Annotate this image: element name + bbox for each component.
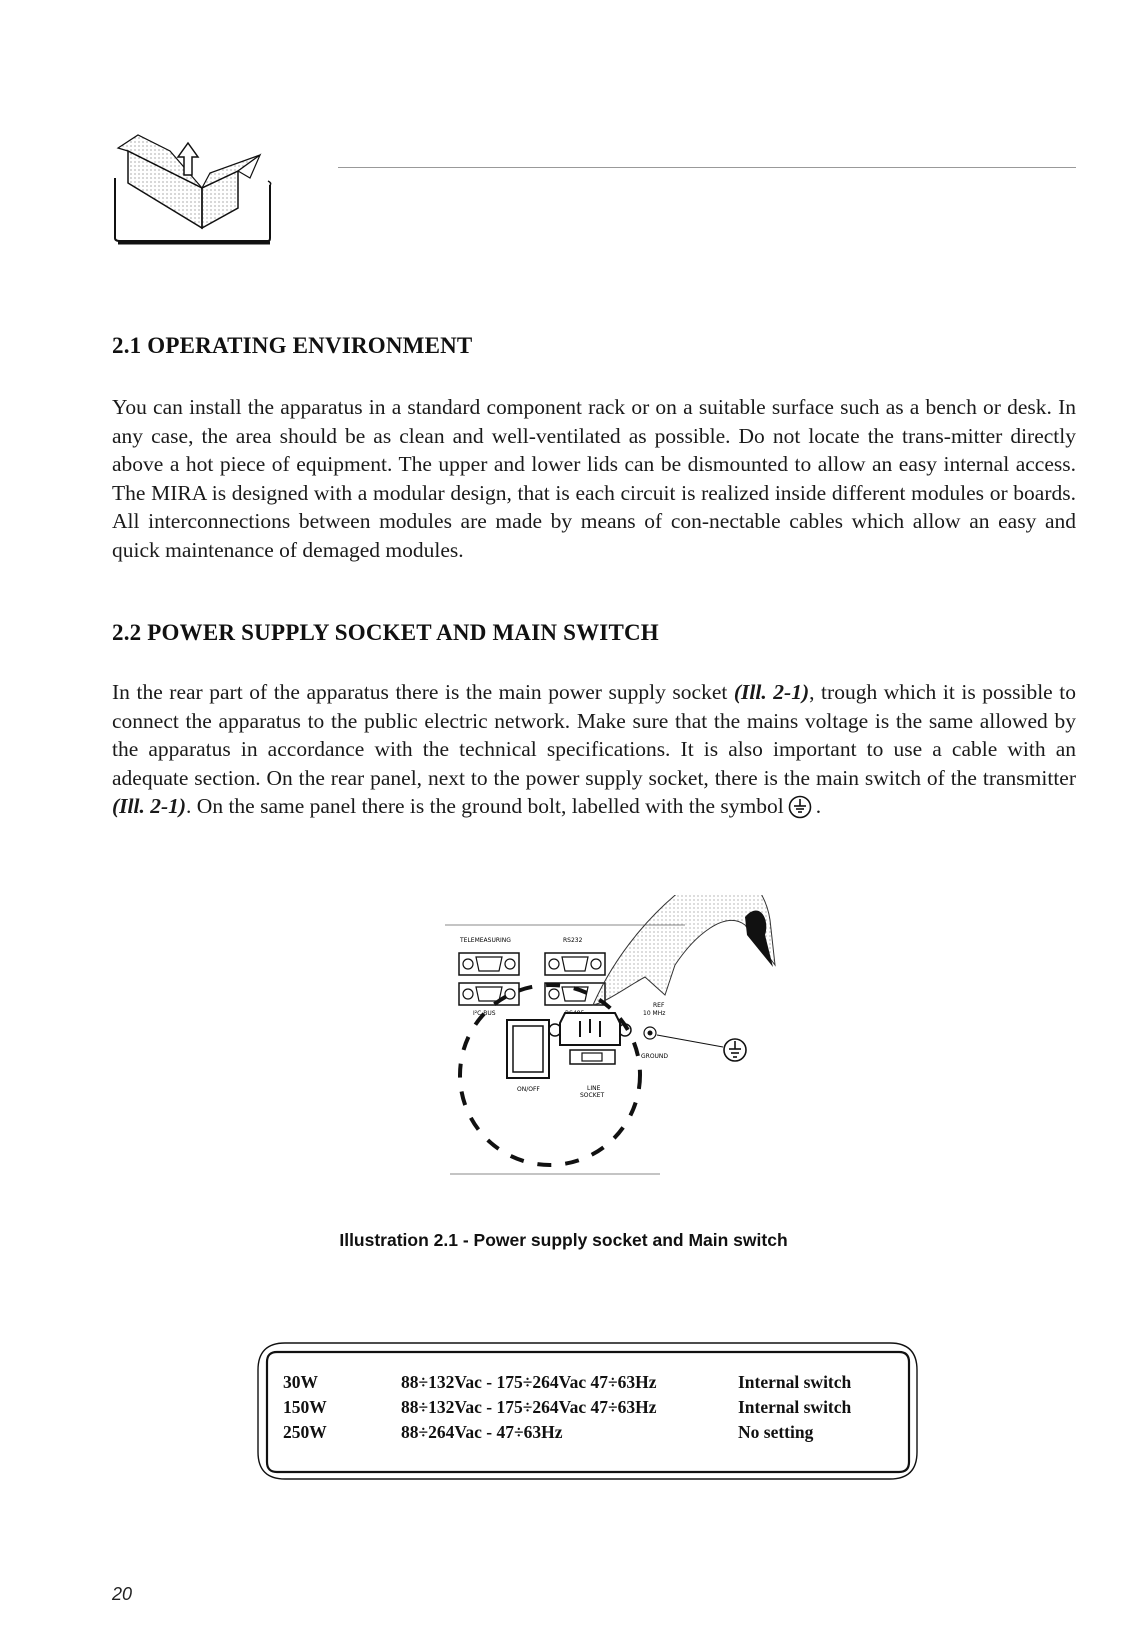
label-socket: SOCKET	[580, 1092, 605, 1099]
spec-power: 30W	[283, 1372, 318, 1392]
ground-bolt	[644, 1027, 723, 1047]
power-supply-text-3: . On the same panel there is the ground bolt, labelled with the symbol	[186, 794, 784, 818]
spec-note: Internal switch	[738, 1397, 852, 1417]
rear-panel-illustration	[445, 895, 815, 1200]
label-i2c-bus: I²C BUS	[473, 1010, 496, 1017]
rs232-connector	[545, 953, 605, 975]
spec-row	[283, 1397, 883, 1421]
open-box-icon	[110, 133, 285, 258]
header-rule	[338, 167, 1076, 168]
spec-note: No setting	[738, 1422, 814, 1442]
label-rs232: RS232	[563, 937, 583, 944]
label-on-off: ON/OFF	[517, 1086, 540, 1093]
label-ref: REF	[653, 1002, 665, 1009]
label-line: LINE	[587, 1085, 601, 1092]
power-supply-text-2: , trough which it is possible to connect the apparatus to the public electric network. Make sure that the mains voltage is the same allowed by the apparatus in accordance with the technical specifications. It is also important to use a cable with an adequate section. On the rear panel, next to the power supply socket, there is the main switch of the transmitter	[112, 680, 1076, 790]
page-number: 20	[112, 1584, 133, 1604]
main-switch	[507, 1020, 549, 1078]
section-heading-operating-environment: 2.1 OPERATING ENVIRONMENT	[112, 333, 473, 358]
label-telemeasuring: TELEMEASURING	[460, 937, 511, 944]
ground-symbol-icon	[788, 795, 812, 819]
spec-note: Internal switch	[738, 1372, 852, 1392]
line-socket	[549, 1013, 631, 1064]
section-heading-power-supply: 2.2 POWER SUPPLY SOCKET AND MAIN SWITCH	[112, 620, 659, 645]
spec-row	[283, 1422, 883, 1446]
power-supply-paragraph	[112, 678, 1076, 821]
i2c-bus-connector	[459, 983, 519, 1005]
spec-range: 88÷132Vac - 175÷264Vac 47÷63Hz	[401, 1372, 657, 1392]
illustration-reference: (Ill. 2-1)	[112, 794, 187, 818]
spec-power: 250W	[283, 1422, 327, 1442]
label-ground: GROUND	[641, 1053, 669, 1060]
spec-power: 150W	[283, 1397, 327, 1417]
illustration-caption: Illustration 2.1 - Power supply socket and Main switch	[339, 1230, 788, 1250]
telemeasuring-connector	[459, 953, 519, 975]
operating-environment-paragraph: You can install the apparatus in a standard component rack or on a suitable surface such as a bench or desk. In any case, the area should be as clean and well-ventilated as possible. Do not locate the trans-mitter directly above a hot piece of equipment. The upper and lower lids can be dismounted to allow an easy internal access. The MIRA is designed with a modular design, that is each circuit is realized inside different modules or boards. All interconnections between modules are made by means of con-nectable cables which allow an easy and quick maintenance of demaged modules.	[112, 395, 1076, 562]
power-supply-text-end: .	[815, 794, 822, 818]
illustration-reference: (Ill. 2-1)	[733, 680, 810, 704]
label-ref-frequency: 10 MHz	[643, 1010, 666, 1017]
spec-range: 88÷264Vac - 47÷63Hz	[401, 1422, 563, 1442]
ground-symbol-icon	[724, 1039, 746, 1061]
spec-row	[283, 1372, 883, 1396]
spec-range: 88÷132Vac - 175÷264Vac 47÷63Hz	[401, 1397, 657, 1417]
power-supply-text-1: In the rear part of the apparatus there is the main power supply socket	[112, 680, 734, 704]
